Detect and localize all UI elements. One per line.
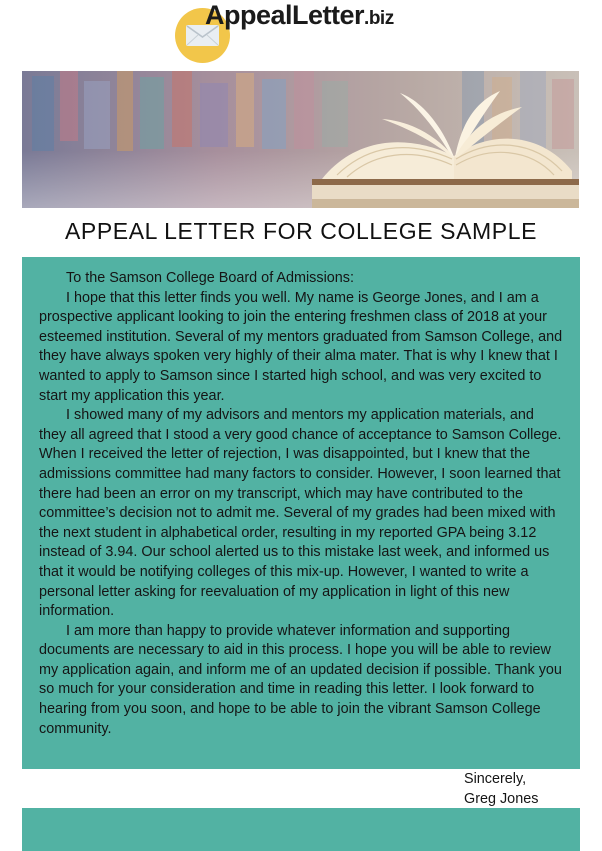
letter-body — [22, 257, 580, 769]
page-title: APPEAL LETTER FOR COLLEGE SAMPLE — [64, 218, 538, 244]
open-book-image — [22, 71, 579, 208]
letter-paragraph: I am more than happy to provide whatever information and supporting documents are necessary to aid in this process. I hope you will be able to review my application again, and inform me of an updated decision if possible. Thank you so much for your consideration and time in reading this letter. I look forward to hearing from you soon, and hope to be able to join the vibrant Samson College community. — [39, 622, 562, 737]
letter-signature: Greg Jones — [464, 790, 539, 807]
logo-name: AppealLetter — [205, 0, 365, 30]
letter-paragraph: I showed many of my advisors and mentors my application materials, and they all agreed that I stood a very good chance of acceptance to Samson College. When I received the letter of rejection, I was disappointed, but I knew that the admissions committee had many factors to consider. However, I soon learned that there had been an error on my transcript, which may have contributed to the committee’s decision not to admit me. Several of my grades had been mixed with the next student in alphabetical order, resulting in my reported GPA being 3.12 instead of 3.94. Our school alerted us to this mistake last week, and informed us that it would be notifying colleges of this mix-up. However, I wanted to write a personal letter asking for reevaluation of my application in light of this new information. — [39, 407, 562, 620]
letter-signoff — [464, 770, 538, 809]
logo-suffix: .biz — [364, 8, 394, 29]
footer-bar — [22, 808, 580, 851]
letter-salutation: To the Samson College Board of Admissions: — [66, 270, 354, 286]
letter-closing: Sincerely, — [464, 771, 527, 787]
site-logo[interactable] — [205, 0, 394, 31]
letter-paragraph: I hope that this letter finds you well. My name is George Jones, and I am a prospective applicant looking to join the entering freshmen class of 2018 at your esteemed institution. Several of my mentors graduated from Samson College, and they have always spoken very highly of their alma mater. That is why I knew that I wanted to apply to Samson since I started high school, and was very excited to start my application this year. — [39, 289, 563, 404]
hero-banner-image — [22, 71, 579, 208]
